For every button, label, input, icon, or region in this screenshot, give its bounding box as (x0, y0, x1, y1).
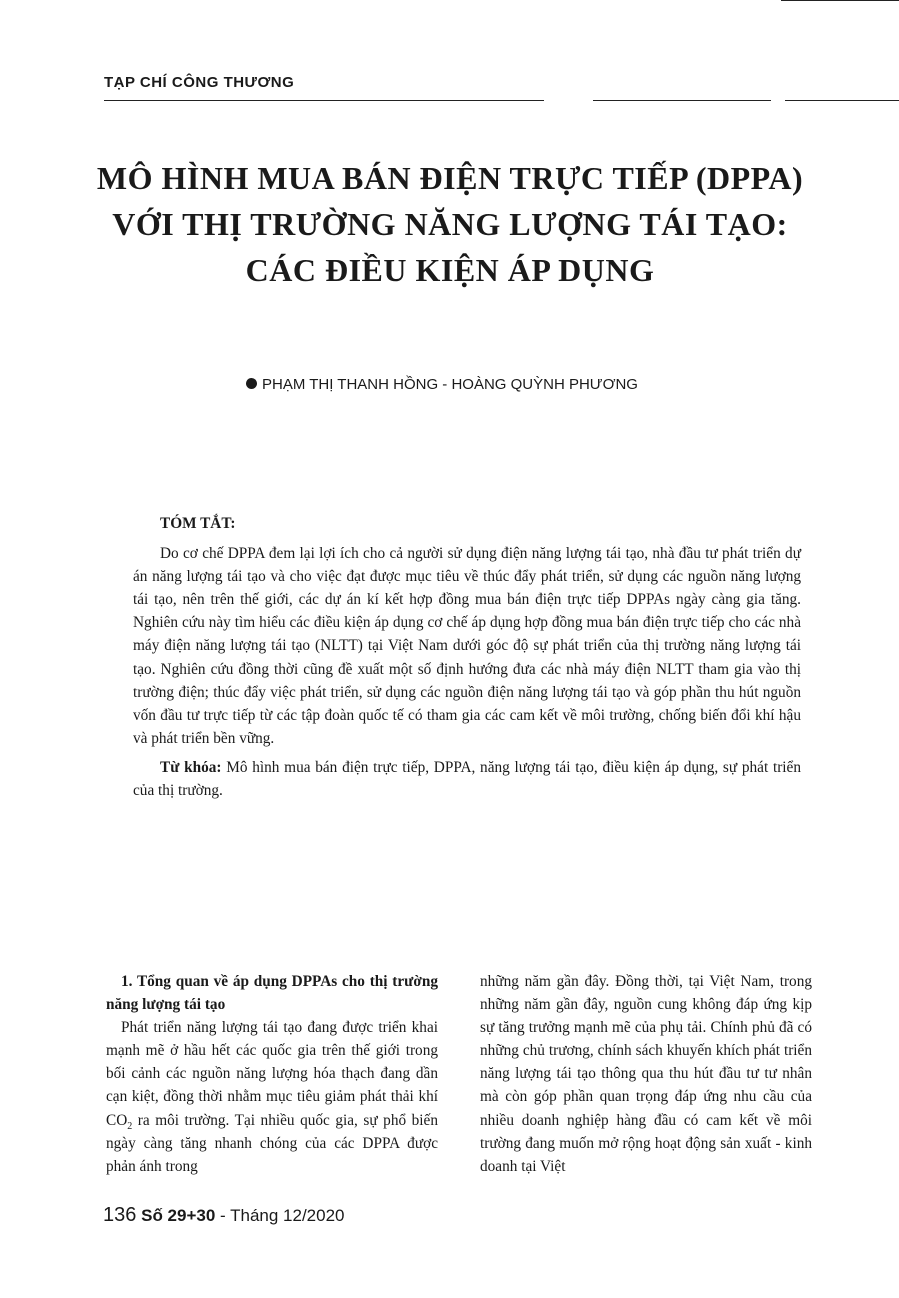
top-right-rule (781, 0, 899, 1)
header-rule-3 (593, 100, 771, 101)
left-column (106, 970, 438, 1178)
keywords (133, 756, 801, 802)
paragraph-text-part-1: Phát triển năng lượng tái tạo đang được triển khai mạnh mẽ ở hầu hết các quốc gia trên thế giới trong bối cảnh các nguồn năng lượng hóa thạch đang dần cạn kiệt, đồng thời nhằm mục tiêu giảm phát thải khí CO (106, 1019, 438, 1129)
title-line-3: CÁC ĐIỀU KIỆN ÁP DỤNG (245, 252, 655, 288)
page-footer (103, 1204, 345, 1227)
authors: PHẠM THỊ THANH HỒNG - HOÀNG QUỲNH PHƯƠNG (262, 376, 638, 393)
author-line (246, 376, 638, 393)
header-rule-1 (104, 100, 250, 101)
body-paragraph-left (106, 1016, 438, 1178)
keywords-text: Mô hình mua bán điện trực tiếp, DPPA, năng lượng tái tạo, điều kiện áp dụng, sự phát triển của thị trường. (133, 758, 801, 800)
keywords-label: Từ khóa: (160, 758, 222, 776)
header-rule-4 (785, 100, 899, 101)
title-line-1: MÔ HÌNH MUA BÁN ĐIỆN TRỰC TIẾP (DPPA) (96, 160, 804, 196)
journal-name: TẠP CHÍ CÔNG THƯƠNG (104, 74, 295, 91)
page-number: 136 (103, 1204, 137, 1226)
section-heading: 1. Tổng quan về áp dụng DPPAs cho thị trường năng lượng tái tạo (106, 973, 438, 1014)
title-line-2: VỚI THỊ TRƯỜNG NĂNG LƯỢNG TÁI TẠO: (112, 206, 788, 242)
issue-number: Số 29+30 (141, 1206, 216, 1225)
abstract-block (133, 512, 801, 802)
paragraph-text-part-2: ra môi trường. Tại nhiều quốc gia, sự phổ biến ngày càng tăng nhanh chóng của các DPPA được phản ánh trong (106, 1111, 438, 1175)
bullet-icon (246, 378, 257, 389)
issue-date: - Tháng 12/2020 (215, 1206, 345, 1225)
header-rule-2 (248, 100, 544, 101)
abstract-body: Do cơ chế DPPA đem lại lợi ích cho cả người sử dụng điện năng lượng tái tạo, nhà đầu tư phát triển dự án năng lượng tái tạo và cho việc đạt được mục tiêu về thúc đẩy phát triển, sử dụng các nguồn năng lượng tái tạo, nên trên thế giới, các dự án kí kết hợp đồng mua bán điện trực tiếp DPPAs ngày càng gia tăng. Nghiên cứu này tìm hiểu các điều kiện áp dụng cơ chế áp dụng hợp đồng mua bán điện trực tiếp cho các nhà máy điện năng lượng tái tạo (NLTT) tại Việt Nam dưới góc độ sự phát triển của thị trường năng lượng tái tạo. Nghiên cứu đồng thời cũng đề xuất một số định hướng đưa các nhà máy điện NLTT tham gia vào thị trường điện; thúc đẩy việc phát triển, sử dụng các nguồn điện năng lượng tái tạo và góp phần thu hút nguồn vốn đầu tư trực tiếp từ các tập đoàn quốc tế có tham gia các cam kết về môi trường, chống biến đổi khí hậu và phát triển bền vững. (133, 545, 801, 747)
right-column (480, 970, 812, 1178)
body-paragraph-right: những năm gần đây. Đồng thời, tại Việt Nam, trong những năm gần đây, nguồn cung không đáp ứng kịp sự tăng trưởng mạnh mẽ của phụ tải. Chính phủ đã có những chủ trương, chính sách khuyến khích phát triển năng lượng tái tạo thông qua thu hút đầu tư tư nhân mà còn góp phần quan trọng đáp ứng nhu cầu của nhiều doanh nghiệp hàng đầu có cam kết về môi trường đang muốn mở rộng hoạt động sản xuất - kinh doanh tại Việt (480, 973, 812, 1175)
abstract-heading: TÓM TẮT: (160, 515, 236, 532)
article-title (60, 155, 840, 293)
co2-subscript: 2 (127, 1120, 133, 1132)
